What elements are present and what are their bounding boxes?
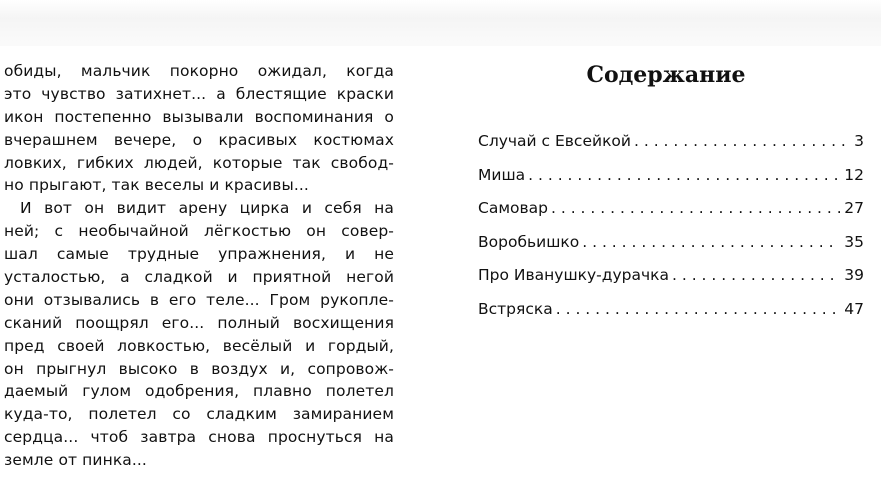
text-line: даемый гулом одобрения, плавно полетел bbox=[4, 382, 394, 401]
toc-entry-title: Самовар bbox=[478, 199, 548, 218]
toc-entry[interactable] bbox=[478, 264, 864, 298]
toc-entry[interactable] bbox=[478, 130, 864, 164]
text-line: сканий поощрял его... полный восхищения bbox=[4, 313, 394, 332]
toc-entry[interactable] bbox=[478, 298, 864, 332]
text-line: обиды, мальчик покорно ожидал, когда bbox=[4, 62, 394, 80]
toc-entry-title: Встряска bbox=[478, 299, 553, 318]
dot-leader bbox=[582, 231, 840, 253]
table-of-contents-page bbox=[478, 58, 864, 332]
toc-entry-page: 3 bbox=[854, 132, 864, 150]
toc-entry-title: Про Иванушку-дурачка bbox=[478, 266, 669, 285]
dot-leader bbox=[634, 130, 850, 152]
toc-entry-page: 27 bbox=[844, 199, 864, 218]
text-line: земле от пинка... bbox=[4, 451, 147, 470]
text-line: икон постепенно вызывали воспоминания о bbox=[4, 107, 394, 126]
toc-entry-title: Воробьишко bbox=[478, 232, 580, 251]
text-line: это чувство затихнет... а блестящие краски bbox=[4, 84, 394, 103]
toc-entry[interactable] bbox=[478, 197, 864, 231]
text-line: ловких, гибких людей, которые так свобод- bbox=[4, 153, 394, 172]
dot-leader bbox=[672, 264, 840, 286]
story-text-page bbox=[4, 60, 394, 472]
toc-entry-title: Миша bbox=[478, 165, 526, 184]
toc-list bbox=[478, 130, 864, 332]
dot-leader bbox=[528, 164, 840, 186]
text-line: ней; с необычайной лёгкостью он совер- bbox=[4, 222, 394, 241]
text-line: И вот он видит арену цирка и себя на bbox=[20, 199, 394, 218]
toc-entry-page: 12 bbox=[844, 165, 864, 184]
toc-entry[interactable] bbox=[478, 231, 864, 265]
toc-entry-title: Случай с Евсейкой bbox=[478, 132, 631, 150]
text-line: вчерашнем вечере, о красивых костюмах bbox=[4, 130, 394, 149]
toc-entry[interactable] bbox=[478, 164, 864, 198]
dot-leader bbox=[556, 298, 841, 320]
toc-entry-page: 47 bbox=[844, 299, 864, 318]
text-line: шал самые трудные упражнения, и не bbox=[4, 245, 394, 264]
toc-entry-page: 39 bbox=[844, 266, 864, 285]
dot-leader bbox=[551, 197, 840, 219]
text-line: пред своей ловкостью, весёлый и гордый, bbox=[4, 336, 394, 355]
text-line: куда-то, полетел со сладким замиранием bbox=[4, 405, 394, 424]
text-line: сердца... чтоб завтра снова проснуться на bbox=[4, 428, 394, 447]
text-line: он прыгнул высоко в воздух и, сопровож- bbox=[4, 359, 394, 378]
text-line: усталостью, а сладкой и приятной негой bbox=[4, 268, 394, 287]
toc-title: Содержание bbox=[586, 62, 746, 88]
page-top-edge bbox=[0, 0, 881, 46]
text-line: они отзывались в его теле... Гром рукопле- bbox=[4, 290, 394, 309]
toc-entry-page: 35 bbox=[844, 232, 864, 251]
text-line: но прыгают, так веселы и красивы... bbox=[4, 176, 309, 195]
